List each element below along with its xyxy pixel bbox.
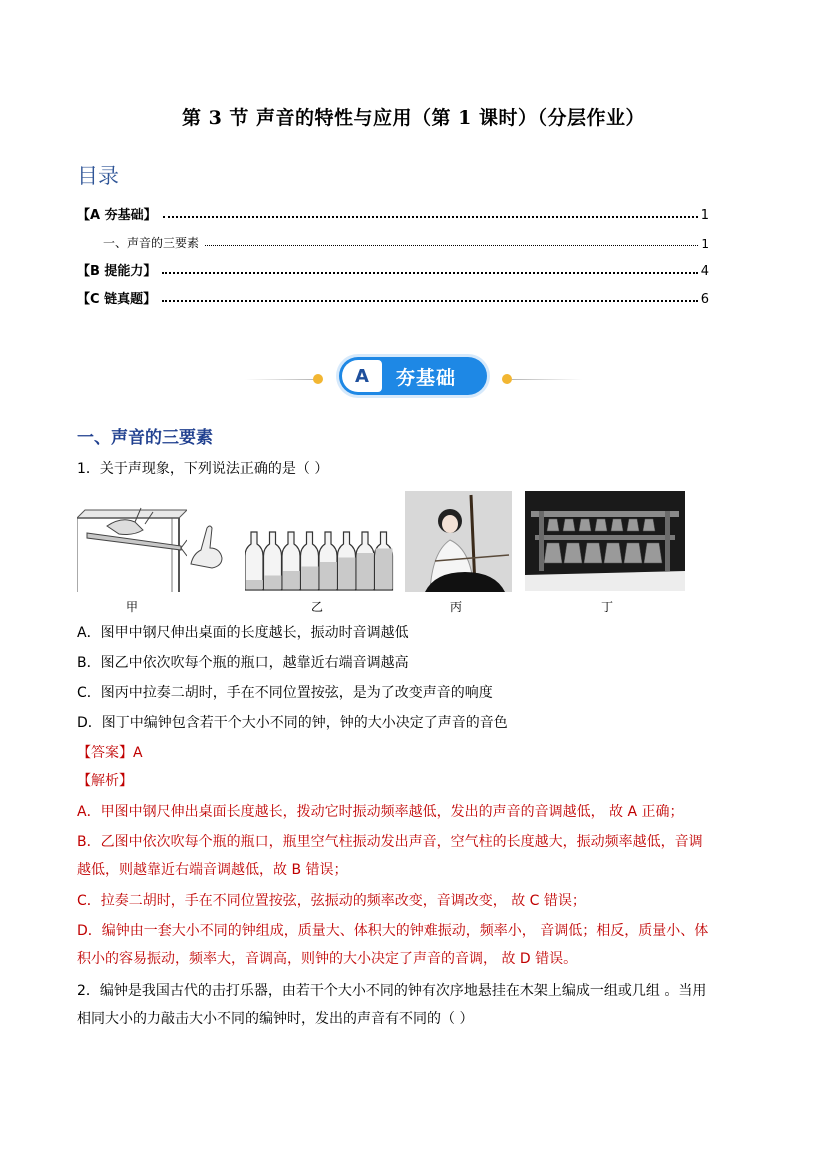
bottle (282, 532, 300, 590)
toc-leader (162, 300, 698, 302)
figure-label-ding: 丁 (600, 600, 613, 614)
answer: 【答案】A (77, 745, 143, 761)
analysis-line-2: B．乙图中依次吹每个瓶的瓶口，瓶里空气柱振动发出声音，空气柱的长度越大，振动频率越低，音调 (77, 834, 703, 850)
toc-page-number: 6 (700, 292, 709, 307)
figure-bottles (245, 530, 395, 592)
option-d: D．图丁中编钟包含若干个大小不同的钟，钟的大小决定了声音的音色 (77, 715, 508, 731)
analysis-label: 【解析】 (77, 773, 133, 789)
figure-bianzhong-bells (525, 491, 685, 591)
bottle (375, 532, 393, 590)
page-title: 第 3 节 声音的特性与应用（第 1 课时）（分层作业） (181, 107, 645, 129)
figure-erhu-player (405, 491, 512, 592)
bottle (338, 532, 356, 590)
toc-page-number: 1 (700, 208, 709, 223)
toc-item-b[interactable] (77, 259, 709, 279)
option-b: B．图乙中依次吹每个瓶的瓶口，越靠近右端音调越高 (77, 655, 409, 671)
analysis-line-3: 越低，则越靠近右端音调越低，故 B 错误； (77, 862, 348, 878)
toc-item-label: 【C 链真题】 (77, 292, 157, 307)
toc-item-label: 【B 提能力】 (77, 264, 157, 279)
section-title: 一、声音的三要素 (77, 428, 213, 448)
toc-item-c[interactable] (77, 287, 709, 307)
banner-letter: A (342, 360, 382, 392)
bottle (301, 532, 319, 590)
bottle (264, 532, 282, 590)
banner-right-dot (502, 374, 512, 384)
toc-item-label: 【A 夯基础】 (77, 208, 157, 223)
analysis-line-4: C．拉奏二胡时，手在不同位置按弦，弦振动的频率改变，音调改变， 故 C 错误； (77, 893, 586, 909)
figure-label-bing: 丙 (449, 600, 462, 614)
question-2-line-2: 相同大小的力敲击大小不同的编钟时，发出的声音有不同的（ ） (77, 1011, 474, 1027)
figure-label-yi: 乙 (310, 600, 323, 614)
analysis-line-1: A．甲图中钢尺伸出桌面长度越长，拨动它时振动频率越低，发出的声音的音调越低， 故 A 正确； (77, 804, 684, 820)
section-banner (339, 357, 487, 395)
banner-left-dot (313, 374, 323, 384)
toc-item-sound-elements[interactable] (103, 231, 709, 251)
figure-finger (187, 520, 227, 570)
toc-leader (162, 272, 697, 274)
toc-leader (205, 245, 698, 246)
toc-item-label: 一、声音的三要素 (103, 236, 200, 250)
banner-left-line (245, 379, 315, 380)
bottle (319, 532, 337, 590)
bottle (245, 532, 263, 590)
analysis-line-5: D．编钟由一套大小不同的钟组成，质量大、体积大的钟难振动，频率小， 音调低；相反，质量小、体 (77, 923, 709, 939)
bottle (356, 532, 374, 590)
banner-right-line (512, 379, 582, 380)
analysis-line-6: 积小的容易振动，频率大，音调高，则钟的大小决定了声音的音调， 故 D 错误。 (77, 951, 578, 967)
toc-page-number: 4 (700, 264, 709, 279)
option-c: C．图丙中拉奏二胡时，手在不同位置按弦，是为了改变声音的响度 (77, 685, 493, 701)
figure-label-jia: 甲 (125, 600, 138, 614)
toc-leader (163, 216, 698, 218)
toc-page-number: 1 (701, 237, 709, 251)
toc-heading: 目录 (77, 164, 119, 188)
banner-text: 夯基础 (396, 366, 457, 389)
question-1-stem: 1．关于声现象，下列说法正确的是（ ） (77, 461, 329, 477)
toc-item-a[interactable] (77, 203, 709, 223)
question-2-line-1: 2．编钟是我国古代的击打乐器，由若干个大小不同的钟有次序地悬挂在木架上编成一组或几组 。当用 (77, 983, 707, 999)
figure-ruler-on-table (77, 496, 187, 592)
option-a: A．图甲中钢尺伸出桌面的长度越长，振动时音调越低 (77, 625, 409, 641)
